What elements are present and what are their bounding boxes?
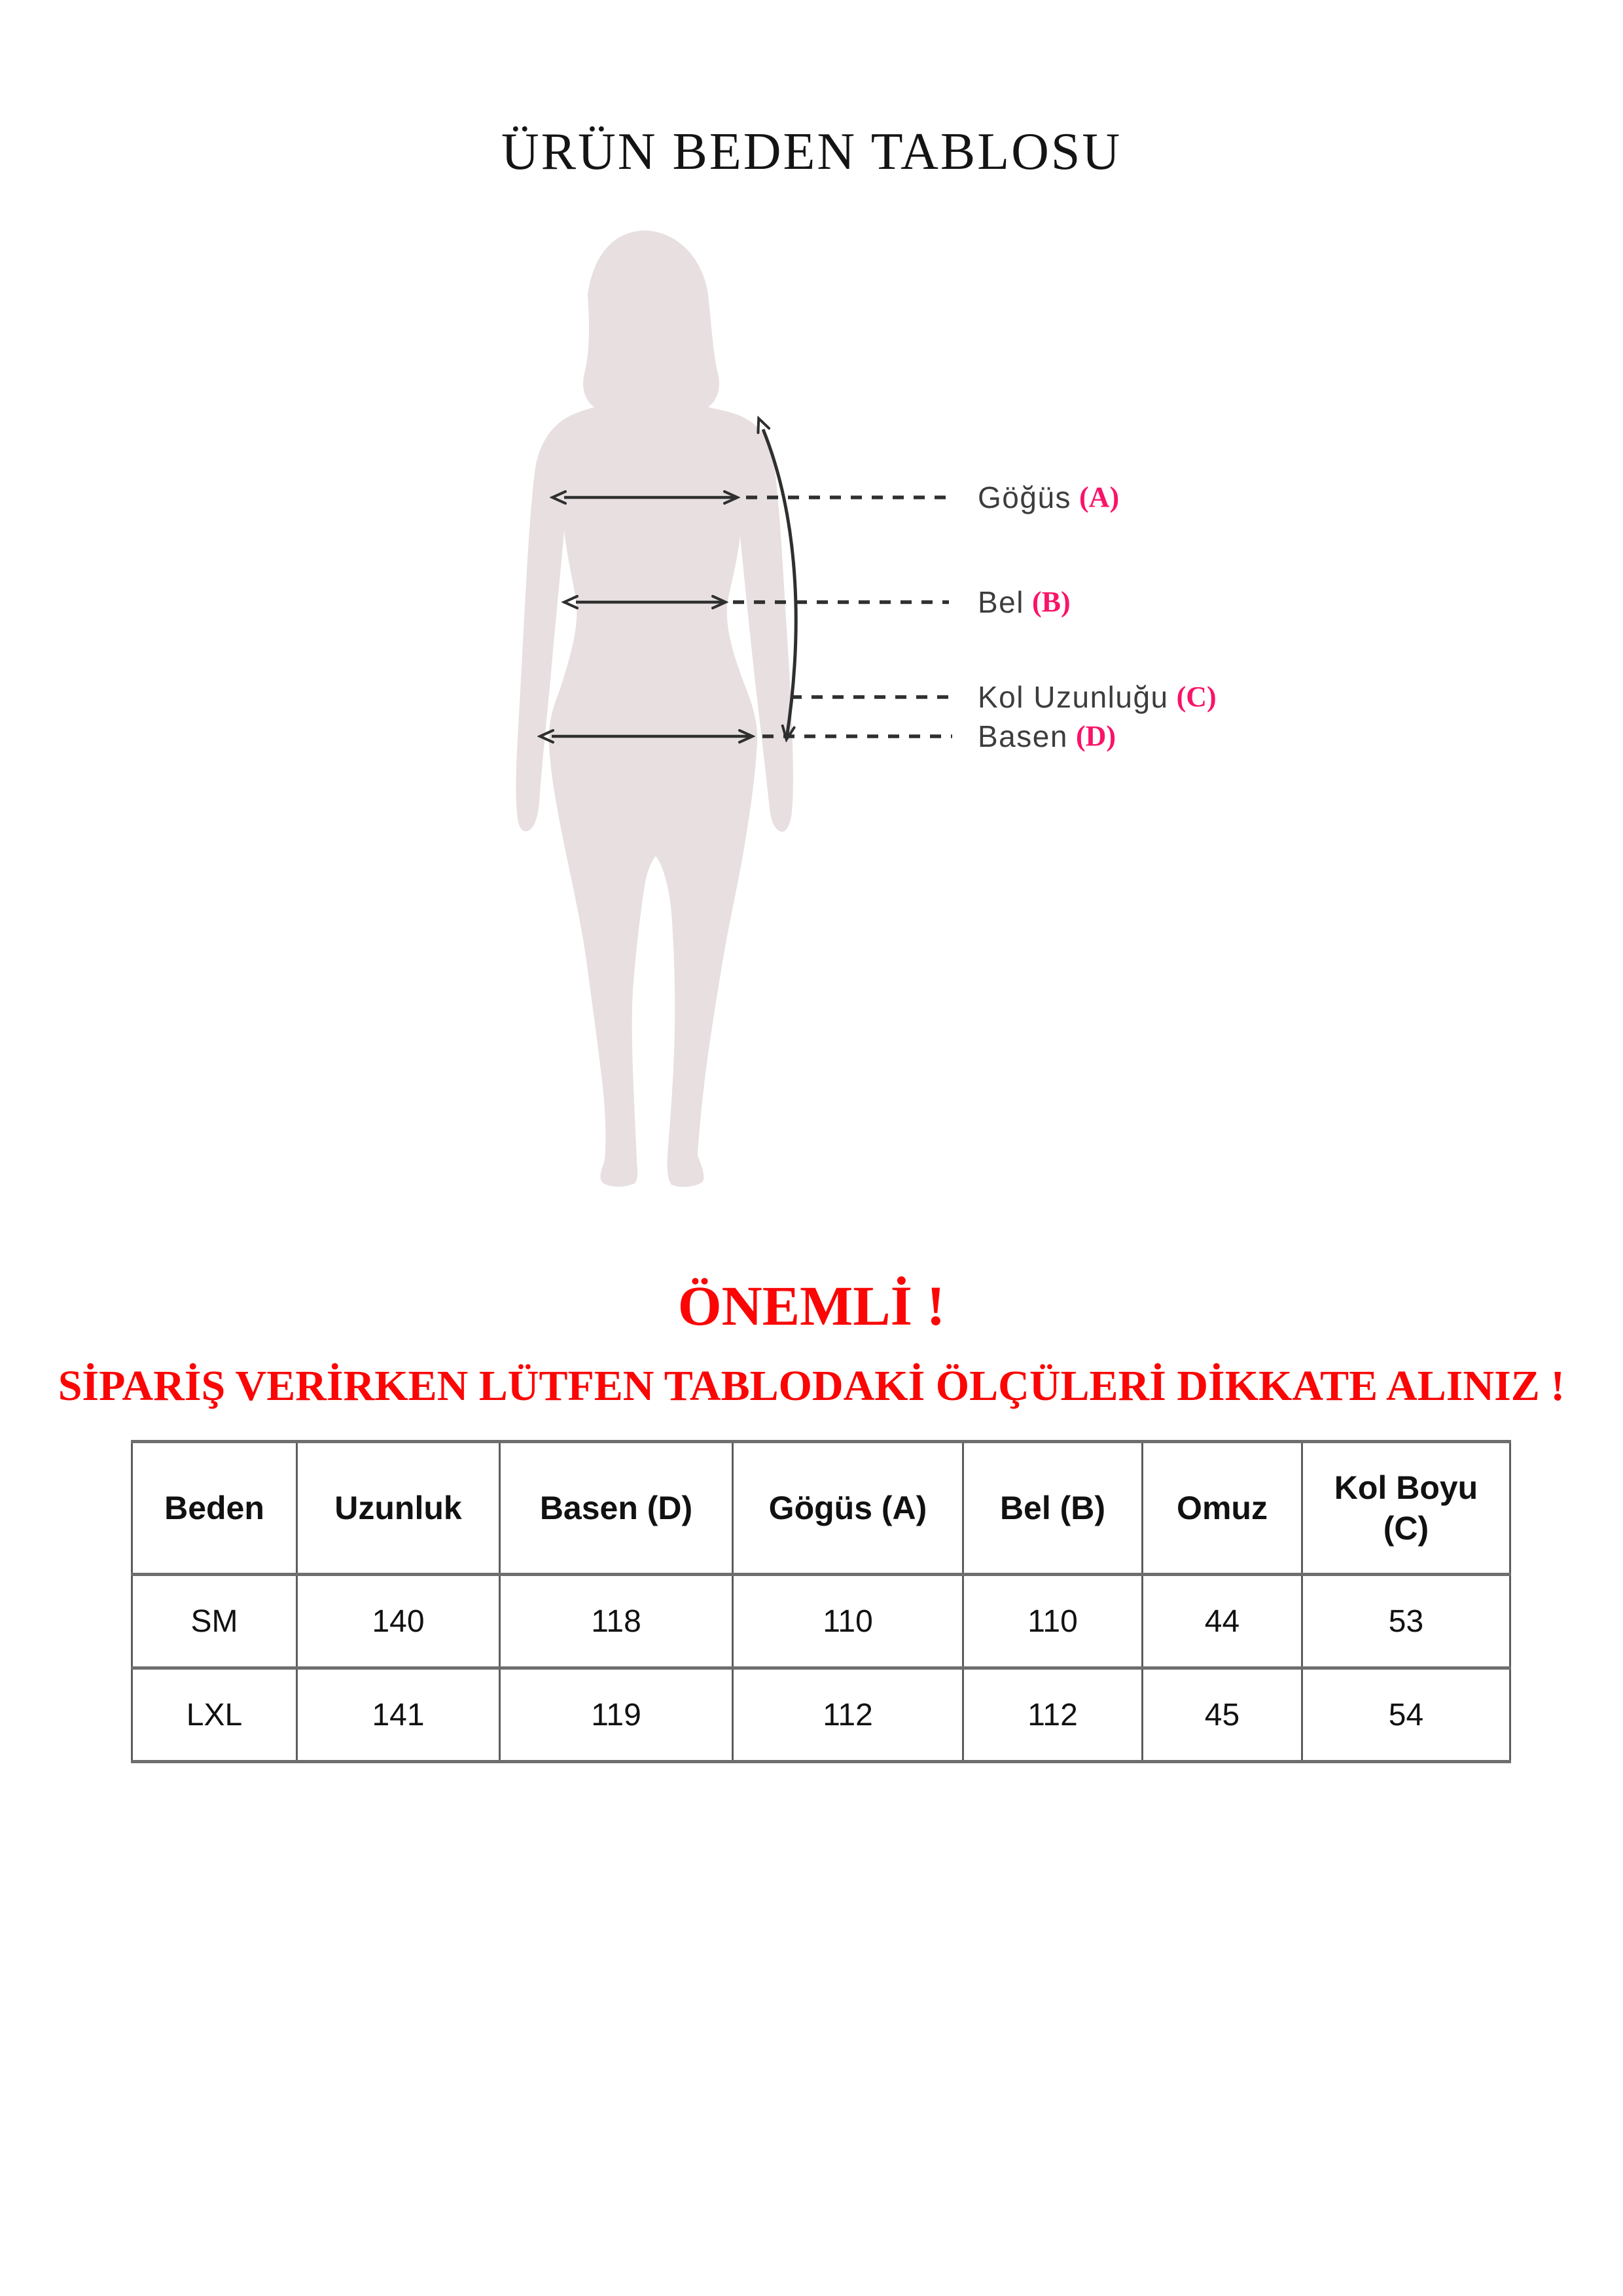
body-measurement-diagram (484, 216, 982, 1198)
cell-lxl-omuz: 45 (1143, 1668, 1302, 1762)
label-arm-length (978, 676, 1217, 718)
column-header-kol-boyu: Kol Boyu (C) (1302, 1442, 1510, 1575)
cell-lxl-gogus: 112 (733, 1668, 963, 1762)
cell-lxl-kol: 54 (1302, 1668, 1510, 1762)
cell-sm-basen: 118 (500, 1575, 733, 1668)
label-hip-code: (D) (1075, 720, 1116, 752)
cell-lxl-uzunluk: 141 (297, 1668, 500, 1762)
label-chest-text: Göğüs (978, 480, 1072, 514)
label-waist-text: Bel (978, 585, 1024, 619)
cell-sm-beden: SM (132, 1575, 297, 1668)
size-table-header-row (132, 1442, 1510, 1575)
label-arm-length-text: Kol Uzunluğu (978, 680, 1169, 714)
column-header-basen: Basen (D) (500, 1442, 733, 1575)
label-chest (978, 476, 1119, 518)
column-header-bel: Bel (B) (963, 1442, 1143, 1575)
column-header-beden: Beden (132, 1442, 297, 1575)
label-waist (978, 581, 1071, 623)
cell-lxl-basen: 119 (500, 1668, 733, 1762)
body-silhouette (516, 230, 793, 1187)
table-row-lxl (132, 1668, 1510, 1762)
label-hip-text: Basen (978, 719, 1068, 753)
size-table (131, 1440, 1511, 1763)
cell-lxl-bel: 112 (963, 1668, 1143, 1762)
column-header-omuz: Omuz (1143, 1442, 1302, 1575)
page-title: ÜRÜN BEDEN TABLOSU (501, 123, 1122, 181)
cell-sm-bel: 110 (963, 1575, 1143, 1668)
cell-sm-gogus: 110 (733, 1575, 963, 1668)
important-message: SİPARİŞ VERİRKEN LÜTFEN TABLODAKİ ÖLÇÜLERİ DİKKATE ALINIZ ! (58, 1362, 1565, 1410)
cell-lxl-beden: LXL (132, 1668, 297, 1762)
cell-sm-kol: 53 (1302, 1575, 1510, 1668)
label-hip (978, 715, 1116, 757)
column-header-uzunluk: Uzunluk (297, 1442, 500, 1575)
important-heading: ÖNEMLİ ! (677, 1274, 946, 1337)
label-arm-length-code: (C) (1176, 681, 1217, 713)
label-waist-code: (B) (1031, 586, 1071, 618)
cell-sm-omuz: 44 (1143, 1575, 1302, 1668)
label-chest-code: (A) (1079, 481, 1120, 513)
cell-sm-uzunluk: 140 (297, 1575, 500, 1668)
table-row-sm (132, 1575, 1510, 1668)
column-header-gogus: Gögüs (A) (733, 1442, 963, 1575)
